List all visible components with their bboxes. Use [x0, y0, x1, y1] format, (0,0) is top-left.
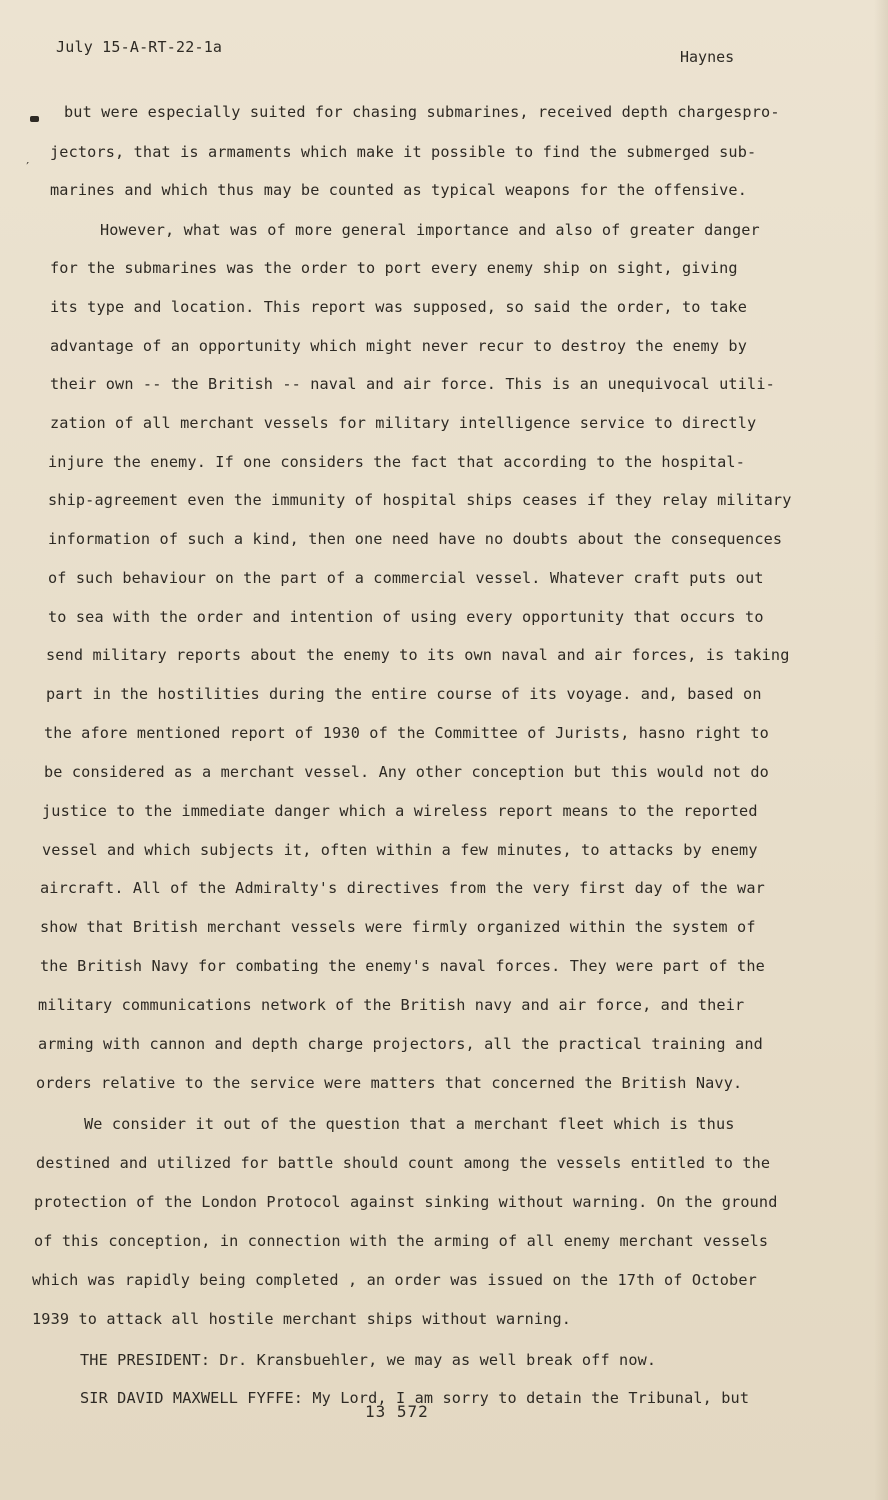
text-line-16: part in the hostilities during the entire course of its voyage. and, based on — [46, 685, 762, 703]
margin-mark-tick: ′ — [24, 160, 32, 174]
text-line-30: of this conception, in connection with the arming of all enemy merchant vessels — [34, 1232, 769, 1250]
reporter-name: Haynes — [680, 48, 735, 66]
text-line-27: We consider it out of the question that a merchant fleet which is thus — [84, 1115, 735, 1133]
text-line-9: zation of all merchant vessels for military intelligence service to directly — [50, 414, 757, 432]
text-line-12: information of such a kind, then one need have no doubts about the consequences — [48, 530, 783, 548]
text-line-8: their own -- the British -- naval and air force. This is an unequivocal utili- — [50, 375, 775, 393]
text-line-31: which was rapidly being completed , an order was issued on the 17th of October — [32, 1271, 757, 1289]
text-line-2: jectors, that is armaments which make it possible to find the submerged sub- — [50, 143, 757, 161]
page-number: 13 572 — [365, 1402, 429, 1421]
text-line-11: ship-agreement even the immunity of hospital ships ceases if they relay military — [48, 491, 792, 509]
text-line-25: arming with cannon and depth charge projectors, all the practical training and — [38, 1035, 763, 1053]
text-line-22: show that British merchant vessels were firmly organized within the system of — [40, 918, 756, 936]
text-line-18: be considered as a merchant vessel. Any other conception but this would not do — [44, 763, 769, 781]
paper-edge-shadow — [874, 0, 888, 1500]
text-line-23: the British Navy for combating the enemy's naval forces. They were part of the — [40, 957, 765, 975]
text-line-26: orders relative to the service were matters that concerned the British Navy. — [36, 1074, 743, 1092]
speaker-line-president: THE PRESIDENT: Dr. Kransbuehler, we may as well break off now. — [80, 1351, 657, 1369]
text-line-14: to sea with the order and intention of using every opportunity that occurs to — [48, 608, 764, 626]
text-line-28: destined and utilized for battle should count among the vessels entitled to the — [36, 1154, 771, 1172]
text-line-13: of such behaviour on the part of a commercial vessel. Whatever craft puts out — [48, 569, 764, 587]
text-line-24: military communications network of the British navy and air force, and their — [38, 996, 745, 1014]
speaker-line-fyffe: SIR DAVID MAXWELL FYFFE: My Lord, I am sorry to detain the Tribunal, but — [80, 1389, 750, 1407]
text-line-1: but were especially suited for chasing submarines, received depth chargespro- — [64, 103, 780, 121]
text-line-29: protection of the London Protocol against sinking without warning. On the ground — [34, 1193, 778, 1211]
text-line-20: vessel and which subjects it, often within a few minutes, to attacks by enemy — [42, 841, 758, 859]
document-reference: July 15-A-RT-22-1a — [56, 38, 223, 56]
text-line-15: send military reports about the enemy to its own naval and air forces, is taking — [46, 646, 790, 664]
text-line-3: marines and which thus may be counted as typical weapons for the offensive. — [50, 181, 748, 199]
text-line-17: the afore mentioned report of 1930 of the Committee of Jurists, hasno right to — [44, 724, 769, 742]
text-line-10: injure the enemy. If one considers the fact that according to the hospital- — [48, 453, 746, 471]
text-line-32: 1939 to attack all hostile merchant ships without warning. — [32, 1310, 572, 1328]
text-line-7: advantage of an opportunity which might never recur to destroy the enemy by — [50, 337, 748, 355]
text-line-21: aircraft. All of the Admiralty's directives from the very first day of the war — [40, 879, 765, 897]
text-line-5: for the submarines was the order to port every enemy ship on sight, giving — [50, 259, 738, 277]
text-line-4: However, what was of more general importance and also of greater danger — [100, 221, 760, 239]
text-line-6: its type and location. This report was supposed, so said the order, to take — [50, 298, 748, 316]
text-line-19: justice to the immediate danger which a wireless report means to the reported — [42, 802, 758, 820]
margin-mark-dot — [30, 116, 39, 122]
